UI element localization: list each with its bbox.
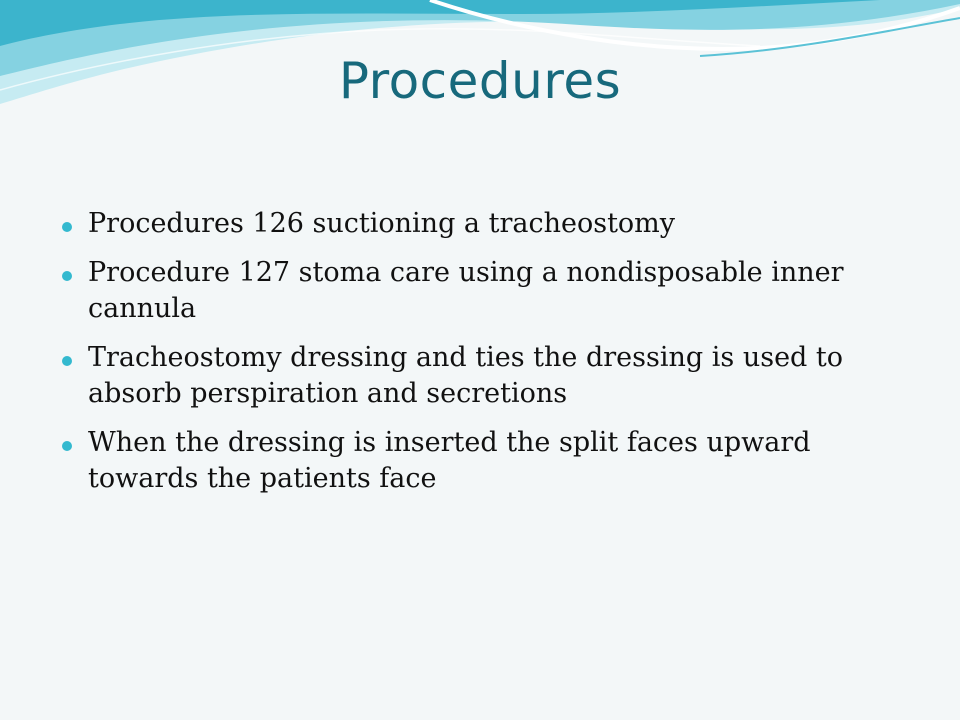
bullet-dot-icon: [62, 441, 72, 451]
bullet-item: [62, 206, 922, 242]
bullet-text: Procedures 126 suctioning a tracheostomy: [88, 208, 676, 239]
bullet-dot-icon: [62, 356, 72, 366]
slide-title: Procedures: [338, 52, 622, 110]
bullet-text: Procedure 127 stoma care using a nondisposable inner cannula: [88, 257, 844, 324]
bullet-list: [62, 206, 922, 510]
bullet-dot-icon: [62, 222, 72, 232]
bullet-item: [62, 425, 922, 497]
bullet-text: When the dressing is inserted the split faces upward towards the patients face: [88, 427, 811, 494]
bullet-item: [62, 340, 922, 412]
bullet-dot-icon: [62, 271, 72, 281]
bullet-item: [62, 255, 922, 327]
bullet-text: Tracheostomy dressing and ties the dressing is used to absorb perspiration and secretions: [88, 342, 844, 409]
